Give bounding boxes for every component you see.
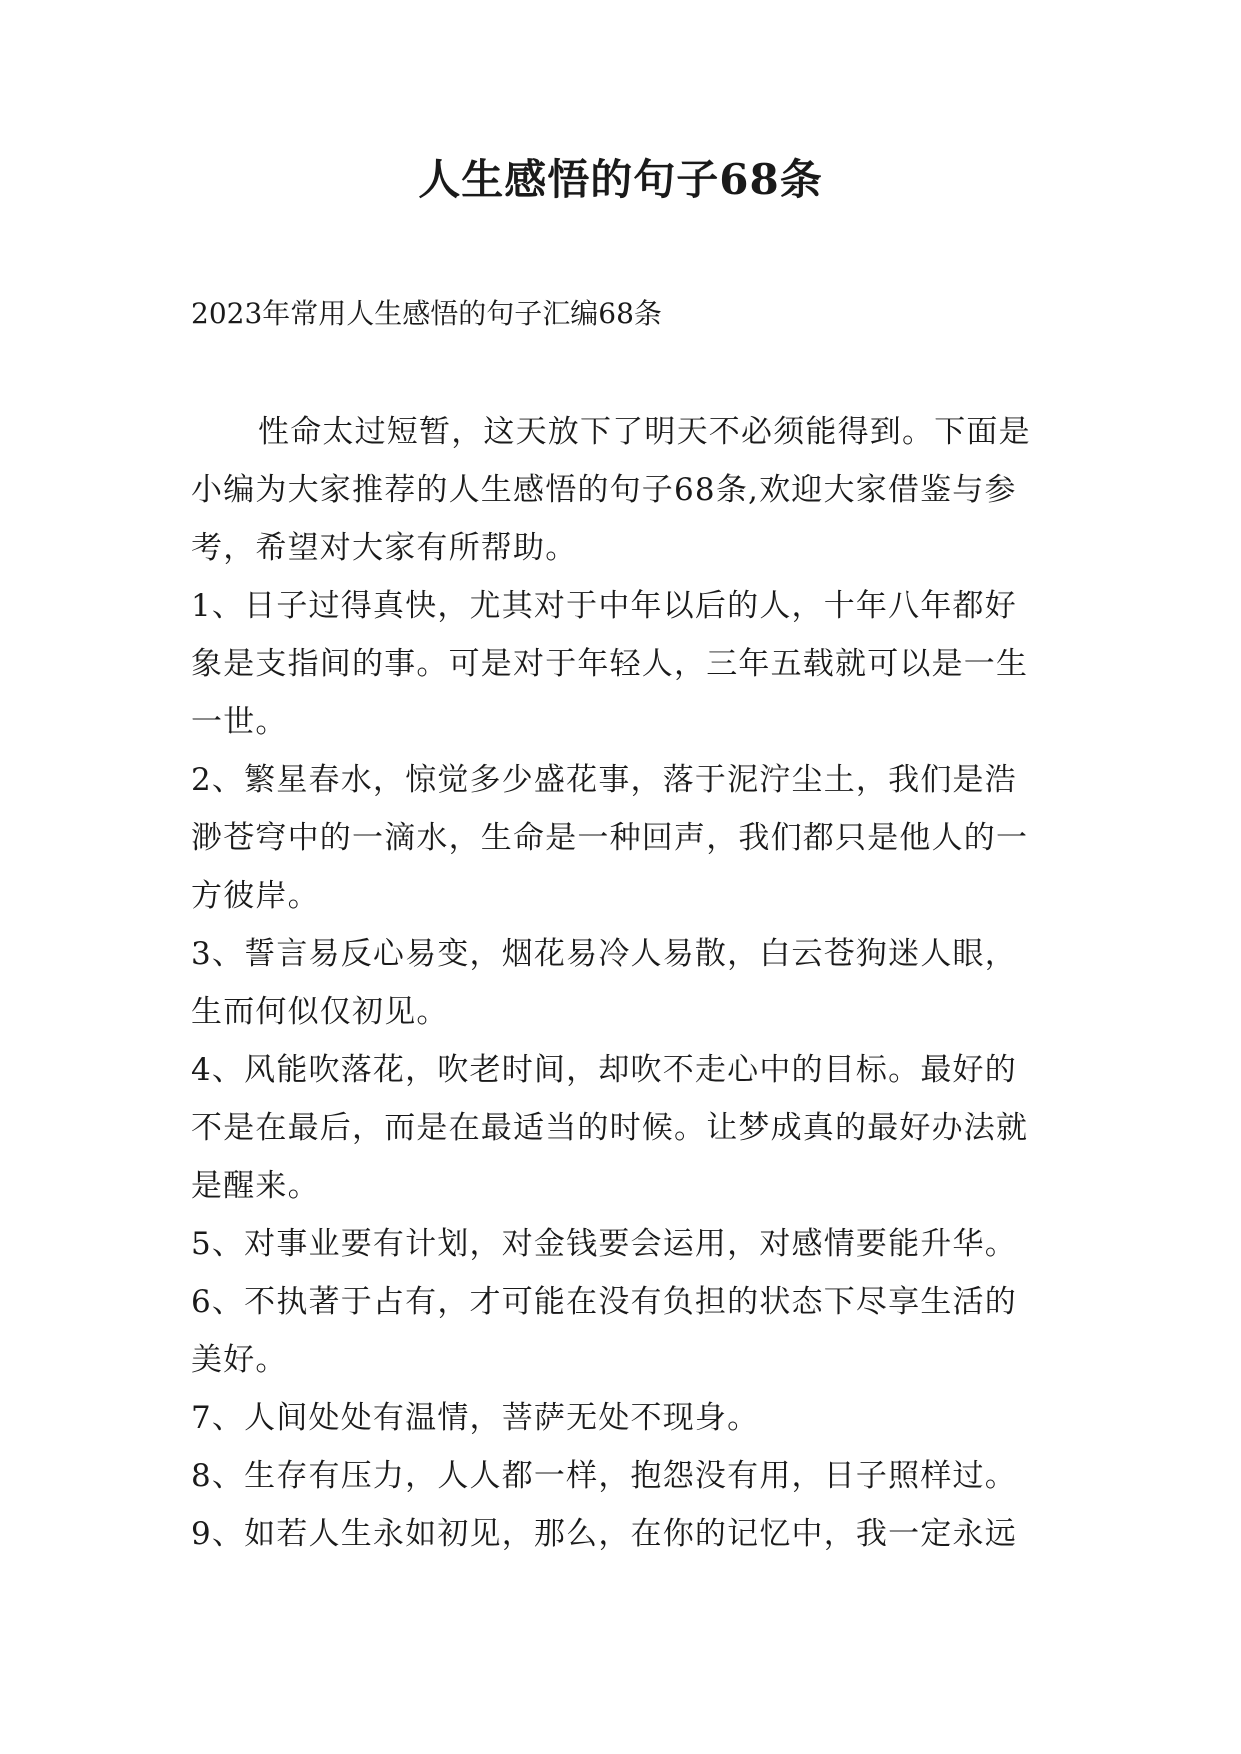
document-subtitle: 2023年常用人生感悟的句子汇编68条 — [191, 297, 662, 330]
item-2-line-2: 渺苍穹中的一滴水，生命是一种回声，我们都只是他人的一 — [191, 820, 1029, 856]
item-4-line-3: 是醒来。 — [191, 1168, 320, 1204]
item-3-line-2: 生而何似仅初见。 — [191, 994, 449, 1030]
item-1-line-3: 一世。 — [191, 704, 288, 740]
item-2-line-3: 方彼岸。 — [191, 878, 320, 914]
item-5-line-1: 5、对事业要有计划，对金钱要会运用，对感情要能升华。 — [191, 1226, 1017, 1262]
item-6-line-2: 美好。 — [191, 1342, 288, 1378]
item-8-line-1: 8、生存有压力，人人都一样，抱怨没有用，日子照样过。 — [191, 1458, 1017, 1494]
item-4-line-1: 4、风能吹落花，吹老时间，却吹不走心中的目标。最好的 — [191, 1052, 1017, 1088]
item-1-line-2: 象是支指间的事。可是对于年轻人，三年五载就可以是一生 — [191, 646, 1029, 682]
item-9-line-1: 9、如若人生永如初见，那么，在你的记忆中，我一定永远 — [191, 1516, 1017, 1552]
item-1-line-1: 1、日子过得真快，尤其对于中年以后的人，十年八年都好 — [191, 588, 1017, 624]
item-3-line-1: 3、誓言易反心易变，烟花易冷人易散，白云苍狗迷人眼， — [191, 936, 1017, 972]
document-title: 人生感悟的句子68条 — [418, 155, 823, 204]
intro-line-2: 小编为大家推荐的人生感悟的句子68条,欢迎大家借鉴与参 — [191, 472, 1017, 508]
intro-line-3: 考，希望对大家有所帮助。 — [191, 530, 578, 566]
item-2-line-1: 2、繁星春水，惊觉多少盛花事，落于泥泞尘土，我们是浩 — [191, 762, 1017, 798]
item-7-line-1: 7、人间处处有温情，菩萨无处不现身。 — [191, 1400, 760, 1436]
intro-line-1: 性命太过短暂，这天放下了明天不必须能得到。下面是 — [258, 414, 1031, 450]
item-6-line-1: 6、不执著于占有，才可能在没有负担的状态下尽享生活的 — [191, 1284, 1017, 1320]
item-4-line-2: 不是在最后，而是在最适当的时候。让梦成真的最好办法就 — [191, 1110, 1029, 1146]
